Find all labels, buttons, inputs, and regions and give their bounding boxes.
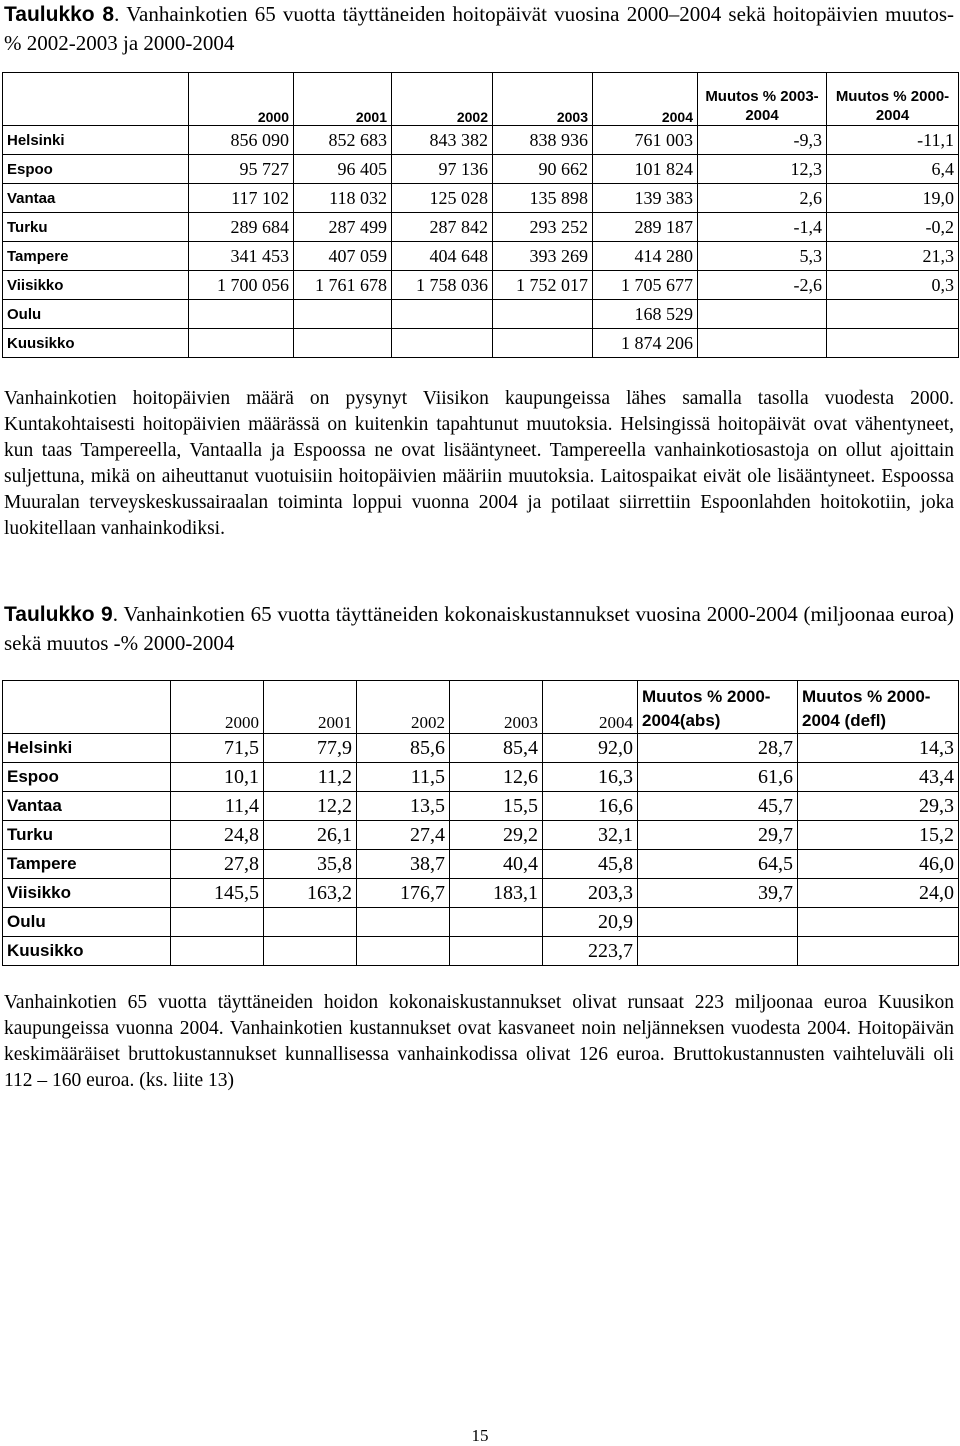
table-cell: 20,9 — [543, 908, 638, 937]
table-row — [3, 850, 959, 879]
table-cell: 168 529 — [593, 300, 698, 329]
row-label: Espoo — [3, 763, 171, 792]
table-row — [3, 242, 959, 271]
table-cell: 1 758 036 — [392, 271, 493, 300]
row-label: Helsinki — [3, 734, 171, 763]
row-label: Vantaa — [3, 184, 189, 213]
row-label: Vantaa — [3, 792, 171, 821]
table-cell: 852 683 — [294, 126, 392, 155]
table-cell: 761 003 — [593, 126, 698, 155]
table-cell: 27,8 — [171, 850, 264, 879]
table-cell — [171, 908, 264, 937]
table-cell — [392, 300, 493, 329]
row-label: Turku — [3, 213, 189, 242]
row-label: Oulu — [3, 908, 171, 937]
table-cell: 125 028 — [392, 184, 493, 213]
table-cell: 1 752 017 — [493, 271, 593, 300]
table-row — [3, 271, 959, 300]
table-row — [3, 792, 959, 821]
table-cell — [827, 300, 959, 329]
table-cell — [450, 937, 543, 966]
column-header: 2001 — [294, 73, 392, 126]
table-cell: 118 032 — [294, 184, 392, 213]
row-label: Viisikko — [3, 879, 171, 908]
table-cell: 1 700 056 — [189, 271, 294, 300]
table-row — [3, 184, 959, 213]
table-cell: 287 842 — [392, 213, 493, 242]
table-cell — [392, 329, 493, 358]
table-cell: -0,2 — [827, 213, 959, 242]
column-header: 2002 — [392, 73, 493, 126]
table-cell: 15,5 — [450, 792, 543, 821]
table-cell: 1 761 678 — [294, 271, 392, 300]
table-cell: 1 874 206 — [593, 329, 698, 358]
table-cell: -11,1 — [827, 126, 959, 155]
table-cell: 40,4 — [450, 850, 543, 879]
table-cell: 61,6 — [638, 763, 798, 792]
table-cell: 35,8 — [264, 850, 357, 879]
table-cell: 414 280 — [593, 242, 698, 271]
table-cell — [189, 329, 294, 358]
table-cell: 12,2 — [264, 792, 357, 821]
table-8-caption-text: . Vanhainkotien 65 vuotta täyttäneiden hoitopäivät vuosina 2000–2004 sekä hoitopäivien muutos- % 2002-2003 ja 2000-2004 — [4, 2, 954, 55]
column-header: 2000 — [171, 681, 264, 734]
column-header: 2004 — [593, 73, 698, 126]
header-corner — [3, 73, 189, 126]
table-row — [3, 763, 959, 792]
table-cell: 16,6 — [543, 792, 638, 821]
table-cell: 32,1 — [543, 821, 638, 850]
table-row — [3, 821, 959, 850]
table-cell: 21,3 — [827, 242, 959, 271]
table-8 — [2, 72, 959, 358]
table-cell: 85,6 — [357, 734, 450, 763]
table-cell: 12,6 — [450, 763, 543, 792]
column-header: 2001 — [264, 681, 357, 734]
table-cell: 13,5 — [357, 792, 450, 821]
table-cell: 856 090 — [189, 126, 294, 155]
paragraph-2: Vanhainkotien 65 vuotta täyttäneiden hoidon kokonaiskustannukset olivat runsaat 223 miljoonaa euroa Kuusikon kaupungeissa vuonna 2004. Vanhainkotien kustannukset ovat kasvaneet noin neljänneksen vuodesta 2004. Hoitopäivän keskimääräiset bruttokustannukset kunnallisessa vanhainkodissa olivat 126 euroa. Bruttokustannusten vaihteluväli oli 112 – 160 euroa. (ks. liite 13) — [4, 992, 954, 1091]
table-cell: 24,8 — [171, 821, 264, 850]
table-cell — [698, 300, 827, 329]
table-cell: 135 898 — [493, 184, 593, 213]
table-cell — [493, 300, 593, 329]
table-cell: 0,3 — [827, 271, 959, 300]
column-header: Muutos % 2000-2004 (defl) — [798, 681, 959, 734]
table-8-label: Taulukko 8 — [4, 3, 115, 26]
table-cell: 29,2 — [450, 821, 543, 850]
table-cell — [294, 300, 392, 329]
table-cell: 289 684 — [189, 213, 294, 242]
table-row — [3, 329, 959, 358]
table-cell: 289 187 — [593, 213, 698, 242]
table-cell: 145,5 — [171, 879, 264, 908]
table-cell: 6,4 — [827, 155, 959, 184]
table-8-caption — [4, 0, 954, 57]
row-label: Tampere — [3, 242, 189, 271]
table-cell — [638, 908, 798, 937]
table-cell: 407 059 — [294, 242, 392, 271]
table-cell: 29,3 — [798, 792, 959, 821]
table-cell: 95 727 — [189, 155, 294, 184]
row-label: Kuusikko — [3, 937, 171, 966]
column-header: 2003 — [493, 73, 593, 126]
table-row — [3, 213, 959, 242]
row-label: Turku — [3, 821, 171, 850]
table-cell: 14,3 — [798, 734, 959, 763]
table-cell: 11,5 — [357, 763, 450, 792]
table-cell: 203,3 — [543, 879, 638, 908]
column-header: 2003 — [450, 681, 543, 734]
table-9-body — [3, 681, 959, 966]
table-cell: 12,3 — [698, 155, 827, 184]
table-cell: 96 405 — [294, 155, 392, 184]
table-9-caption — [4, 600, 954, 657]
table-cell: -1,4 — [698, 213, 827, 242]
table-cell: 45,7 — [638, 792, 798, 821]
table-cell — [357, 908, 450, 937]
table-cell: 43,4 — [798, 763, 959, 792]
table-cell — [698, 329, 827, 358]
table-cell: 117 102 — [189, 184, 294, 213]
table-cell: 11,2 — [264, 763, 357, 792]
table-cell: -9,3 — [698, 126, 827, 155]
table-row — [3, 937, 959, 966]
table-cell: 223,7 — [543, 937, 638, 966]
table-cell: 2,6 — [698, 184, 827, 213]
table-cell: 92,0 — [543, 734, 638, 763]
table-row — [3, 155, 959, 184]
table-row — [3, 300, 959, 329]
column-header: 2002 — [357, 681, 450, 734]
table-cell: 26,1 — [264, 821, 357, 850]
table-cell: 97 136 — [392, 155, 493, 184]
table-cell: 5,3 — [698, 242, 827, 271]
table-cell — [798, 937, 959, 966]
table-cell: 45,8 — [543, 850, 638, 879]
column-header: Muutos % 2003-2004 — [698, 73, 827, 126]
table-cell — [171, 937, 264, 966]
table-cell: 71,5 — [171, 734, 264, 763]
table-cell: 1 705 677 — [593, 271, 698, 300]
header-row — [3, 681, 959, 734]
table-cell: 163,2 — [264, 879, 357, 908]
paragraph-1: Vanhainkotien hoitopäivien määrä on pysynyt Viisikon kaupungeissa lähes samalla tasolla vuodesta 2000. Kuntakohtaisesti hoitopäivien määrässä on kuitenkin tapahtunut muutoksia. Helsingissä hoitopäivät ovat vähentyneet, kun taas Tampereella, Vantaalla ja Espoossa ne ovat lisääntyneet. Tampereella vanhainkotiosastoja on ollut ajoittain suljettuna, mikä on aiheuttanut vuotuisiin hoitopäivien määriin muutoksia. Laitospaikat eivät ole lisääntyneet. Espoossa Muuralan terveyskeskussairaalan toiminta loppui vuonna 2004 ja potilaat siirrettiin Espoonlahden hoitokotiin, joka luokitellaan vanhainkodiksi. — [4, 388, 954, 539]
table-9 — [2, 680, 959, 966]
table-cell: 287 499 — [294, 213, 392, 242]
table-cell: 46,0 — [798, 850, 959, 879]
table-cell — [294, 329, 392, 358]
row-label: Espoo — [3, 155, 189, 184]
table-cell: 11,4 — [171, 792, 264, 821]
row-label: Viisikko — [3, 271, 189, 300]
table-cell: 38,7 — [357, 850, 450, 879]
table-cell: 19,0 — [827, 184, 959, 213]
table-9-caption-text: . Vanhainkotien 65 vuotta täyttäneiden kokonaiskustannukset vuosina 2000-2004 (miljoonaa euroa) sekä muutos -% 2000-2004 — [4, 602, 954, 655]
table-9-label: Taulukko 9 — [4, 603, 113, 626]
table-cell: 90 662 — [493, 155, 593, 184]
table-cell: 183,1 — [450, 879, 543, 908]
table-cell — [638, 937, 798, 966]
table-cell — [493, 329, 593, 358]
table-cell: 24,0 — [798, 879, 959, 908]
table-row — [3, 126, 959, 155]
table-cell: 293 252 — [493, 213, 593, 242]
table-cell: 28,7 — [638, 734, 798, 763]
table-cell: 838 936 — [493, 126, 593, 155]
table-cell — [827, 329, 959, 358]
page-number: 15 — [471, 1426, 489, 1445]
table-cell — [264, 937, 357, 966]
table-row — [3, 879, 959, 908]
header-corner — [3, 681, 171, 734]
table-row — [3, 734, 959, 763]
table-cell: 393 269 — [493, 242, 593, 271]
table-cell: 10,1 — [171, 763, 264, 792]
table-cell — [264, 908, 357, 937]
table-cell: 39,7 — [638, 879, 798, 908]
row-label: Oulu — [3, 300, 189, 329]
column-header: 2004 — [543, 681, 638, 734]
table-cell: 176,7 — [357, 879, 450, 908]
table-cell: -2,6 — [698, 271, 827, 300]
table-cell: 139 383 — [593, 184, 698, 213]
table-cell: 77,9 — [264, 734, 357, 763]
table-cell: 85,4 — [450, 734, 543, 763]
column-header: Muutos % 2000-2004 — [827, 73, 959, 126]
table-8-body — [3, 73, 959, 358]
row-label: Helsinki — [3, 126, 189, 155]
table-cell — [189, 300, 294, 329]
table-cell: 16,3 — [543, 763, 638, 792]
table-cell — [798, 908, 959, 937]
table-cell: 15,2 — [798, 821, 959, 850]
row-label: Kuusikko — [3, 329, 189, 358]
header-row — [3, 73, 959, 126]
table-cell — [450, 908, 543, 937]
table-cell: 27,4 — [357, 821, 450, 850]
table-row — [3, 908, 959, 937]
table-cell: 29,7 — [638, 821, 798, 850]
table-cell: 404 648 — [392, 242, 493, 271]
table-cell: 341 453 — [189, 242, 294, 271]
table-cell: 101 824 — [593, 155, 698, 184]
table-cell — [357, 937, 450, 966]
column-header: Muutos % 2000-2004(abs) — [638, 681, 798, 734]
table-cell: 64,5 — [638, 850, 798, 879]
column-header: 2000 — [189, 73, 294, 126]
row-label: Tampere — [3, 850, 171, 879]
table-cell: 843 382 — [392, 126, 493, 155]
